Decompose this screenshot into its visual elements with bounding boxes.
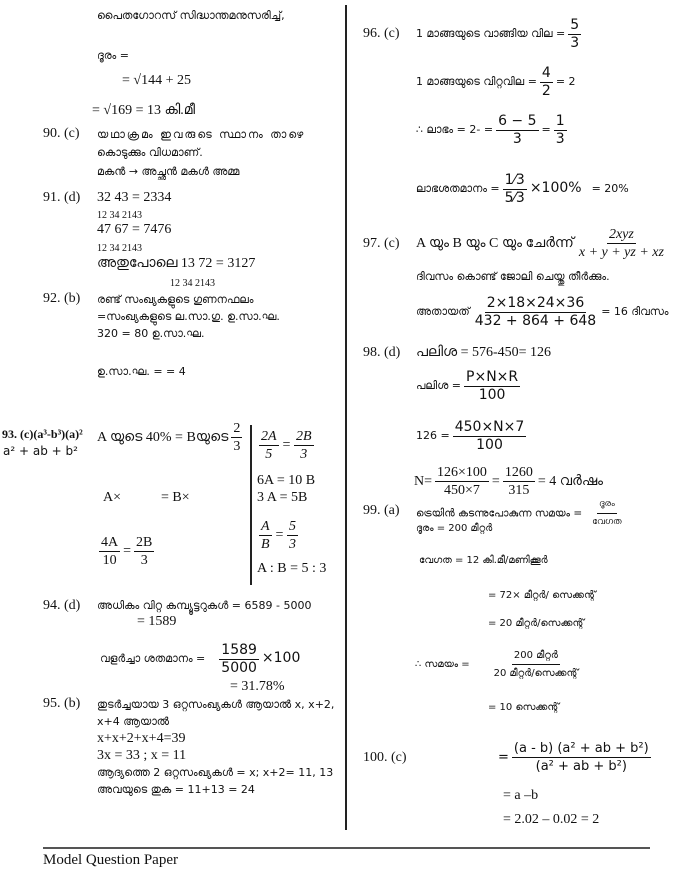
q91-number: 91. (d) — [43, 190, 81, 205]
q94-line: = 31.78% — [230, 679, 285, 694]
column-divider — [345, 5, 347, 830]
frac-den: 100 — [478, 386, 506, 403]
q93-right-line: 6A = 10 B — [257, 473, 316, 488]
q100-line: = a –b — [503, 788, 539, 803]
q99-line6 — [415, 645, 591, 685]
frac-num: 2B — [136, 535, 153, 550]
q99-line: വേഗത = 12 കി.മീ/മണിക്കൂർ — [419, 555, 548, 566]
q96-text: 1 മാങ്ങയുടെ വാങ്ങിയ വില = — [416, 27, 566, 40]
frac-num: 2×18×24×36 — [486, 294, 585, 311]
q100-line: = 2.02 – 0.02 = 2 — [503, 812, 600, 827]
q95-line: 3x = 33 ; x = 11 — [97, 748, 187, 763]
frac-num: 2A — [261, 429, 277, 444]
frac-num: P×N×R — [466, 368, 519, 385]
q99-number: 99. (a) — [363, 503, 400, 518]
equals: = — [281, 437, 292, 453]
q99-line: = 20 മീറ്റർ/സെക്കന്റ് — [488, 618, 585, 629]
q91-line: 47 67 = 7476 — [97, 222, 172, 237]
frac-den: 3 — [512, 130, 522, 147]
q99-text: ട്രെയിൻ കടന്നുപോകുന്ന സമയം = — [416, 507, 583, 520]
q98-number: 98. (d) — [363, 345, 401, 360]
frac-num: 450×N×7 — [454, 418, 525, 435]
q98-text: = — [491, 474, 500, 489]
q98-text: പലിശ = — [416, 379, 462, 392]
q99-line: = 10 സെക്കന്റ് — [488, 702, 560, 713]
frac-den: 3 — [555, 130, 565, 147]
frac-num: 2B — [296, 429, 312, 444]
q93-garbled-expr: a² + ab + b² — [3, 444, 78, 458]
q93-right-eq2 — [256, 518, 301, 553]
pythagoras-intro: പൈതഗോറസ് സിദ്ധാന്തമനുസരിച്ച്, — [97, 9, 285, 22]
footer-title: Model Question Paper — [43, 852, 178, 868]
q91-line: 32 43 = 2334 — [97, 190, 172, 205]
q98-line: പലിശ = 576-450= 126 — [416, 345, 552, 360]
frac-den: 100 — [476, 436, 503, 453]
q92-number: 92. (b) — [43, 291, 81, 306]
q100-number: 100. (c) — [363, 750, 407, 765]
q98-text: 126 = — [416, 429, 450, 442]
q93-right-line: 3 A = 5B — [257, 490, 308, 505]
frac-den: 5000 — [221, 659, 257, 676]
q96-text: ∴ ലാഭം = 2- = — [416, 123, 494, 136]
q96-text: = — [541, 123, 551, 136]
q96-line4 — [416, 168, 629, 209]
q94-text: ×100 — [261, 650, 301, 666]
q96-number: 96. (c) — [363, 26, 400, 41]
q96-text: ×100% — [529, 180, 582, 196]
q98-line3 — [416, 416, 529, 456]
frac-den: 432 + 864 + 648 — [474, 312, 597, 329]
frac-num: 1260 — [504, 465, 533, 481]
q97-text: = 16 ദിവസം — [601, 305, 669, 318]
q94-line: അധികം വിറ്റ കമ്പ്യൂട്ടറുകൾ = 6589 - 5000 — [97, 599, 312, 612]
equals: = — [123, 543, 132, 559]
q100-fraction — [498, 738, 654, 778]
frac-num: (a - b) (a² + ab + b²) — [513, 741, 649, 756]
frac-den: 20 മീറ്റർ/സെക്കന്റ് — [493, 667, 579, 679]
q97-number: 97. (c) — [363, 236, 400, 251]
distance-label: ദൂരം = — [97, 49, 129, 62]
q96-line3 — [416, 110, 570, 150]
q95-line: x+4 ആയാൽ — [97, 715, 170, 728]
q94-text: വളർച്ചാ ശതമാനം = — [100, 652, 206, 665]
q96-line2 — [416, 62, 576, 102]
q93-fraction-eq — [96, 534, 157, 569]
q95-line: x+x+2+x+4=39 — [97, 731, 186, 746]
q93-right-line: A : B = 5 : 3 — [257, 561, 327, 576]
q93-text: = B× — [161, 490, 190, 505]
frac-den: 10 — [102, 553, 117, 568]
q97-line: ദിവസം കൊണ്ട് ജോലി ചെയ്തു തീർക്കും. — [416, 270, 610, 283]
frac-num: 4A — [101, 535, 119, 550]
q98-text: N= — [414, 474, 433, 489]
q91-line: 12 34 2143 — [97, 210, 142, 221]
q93-right-eq1 — [256, 428, 317, 463]
frac-den: 3 — [140, 553, 148, 568]
q95-line: ആദ്യത്തെ 2 ഒറ്റസംഖ്യകൾ = x; x+2= 11, 13 — [97, 766, 334, 779]
q94-growth — [100, 638, 300, 679]
frac-num: 5 — [289, 519, 297, 534]
q94-line: = 1589 — [137, 614, 177, 629]
q94-number: 94. (d) — [43, 598, 81, 613]
q90-number: 90. (c) — [43, 126, 80, 141]
frac-num: 2 — [233, 421, 241, 437]
q91-line: 12 34 2143 — [97, 243, 142, 254]
footer-rule — [43, 847, 650, 849]
sqrt-step-1: = √144 + 25 — [122, 73, 191, 88]
frac-den: വേഗത — [592, 517, 622, 527]
frac-num: 200 മീറ്റർ — [512, 647, 560, 665]
q96-text: = 20% — [591, 182, 629, 195]
q90-line: കൊടുക്കും വിധമാണ്. — [97, 146, 203, 159]
q96-text: ലാഭശതമാനം = — [416, 182, 500, 195]
q90-line: മകൻ → അച്ഛൻ മകൾ അമ്മ — [97, 165, 240, 178]
q96-text: = 2 — [555, 75, 576, 88]
q92-line: രണ്ട് സംഖ്യകളുടെ ഗുണനഫലം — [97, 293, 254, 306]
q98-line2 — [416, 366, 523, 406]
q99-text: ∴ സമയം = — [415, 659, 470, 670]
q92-line: =സംഖ്യകളുടെ ല.സാ.ഗു. ഉ.സാ.ഘ. — [97, 310, 280, 323]
q97-text: A യും B യും C യും ചേർന്ന് — [416, 236, 574, 251]
q95-line: തുടർച്ചയായ 3 ഒറ്റസംഖ്യകൾ ആയാൽ x, x+2, — [97, 698, 335, 711]
frac-num: A — [261, 519, 270, 534]
frac-num: 6 − 5 — [498, 112, 537, 129]
q95-number: 95. (b) — [43, 696, 81, 711]
q93-text: A യുടെ 40% = Bയുടെ — [97, 430, 229, 445]
frac-num: 5 — [570, 16, 580, 33]
q93-text: A× — [103, 490, 122, 505]
q93-line2 — [103, 490, 190, 506]
q92-line: ഉ.സാ.ഘ. = = 4 — [97, 365, 186, 378]
q96-line1 — [416, 14, 584, 54]
q93-divider — [250, 425, 252, 585]
q93-garbled-number: 93. (c)(a³-b³)(a)² — [2, 427, 83, 441]
frac-den: (a² + ab + b²) — [535, 759, 627, 774]
q99-line: ദൂരം = 200 മീറ്റർ — [416, 523, 493, 534]
frac-num: ദൂരം — [597, 496, 617, 514]
q90-line: യഥാക്രമം ഇവരുടെ സ്ഥാനം താഴെ — [97, 128, 306, 141]
q97-line3 — [416, 292, 669, 332]
frac-den: 5⁄3 — [504, 189, 525, 206]
frac-num: 126×100 — [437, 465, 487, 481]
frac-den: 450×7 — [444, 483, 480, 499]
frac-den: B — [261, 537, 270, 552]
frac-den: x + y + yz + xz — [578, 245, 664, 261]
q91-line: അതുപോലെ 13 72 = 3127 — [97, 256, 256, 271]
q97-text: അതായത് — [416, 305, 470, 318]
q98-text: = 4 വർഷം — [537, 474, 604, 489]
equals: = — [498, 750, 509, 765]
q91-line: 12 34 2143 — [170, 278, 215, 289]
frac-den: 3 — [289, 537, 297, 552]
frac-num: 1589 — [221, 641, 257, 658]
q92-line: 320 = 80 ഉ.സാ.ഘ. — [97, 327, 205, 340]
sqrt-step-2: = √169 = 13 കി.മീ — [92, 103, 196, 118]
frac-num: 1⁄3 — [504, 171, 525, 188]
frac-den: 5 — [265, 447, 273, 462]
q93-line1 — [97, 418, 245, 458]
frac-den: 315 — [508, 483, 530, 499]
q96-text: 1 മാങ്ങയുടെ വിറ്റവില = — [416, 75, 537, 88]
q95-line: അവയുടെ തുക = 11+13 = 24 — [97, 783, 255, 796]
frac-den: 2 — [541, 82, 551, 99]
frac-num: 1 — [555, 112, 565, 129]
frac-num: 2xyz — [608, 227, 634, 243]
frac-den: 3 — [233, 439, 241, 455]
frac-num: 4 — [541, 64, 551, 81]
q97-line1 — [416, 224, 669, 264]
q99-line: = 72× മീറ്റർ/ സെക്കന്റ് — [488, 590, 596, 601]
frac-den: 3 — [570, 34, 580, 51]
equals: = — [274, 527, 285, 543]
frac-den: 3 — [300, 447, 308, 462]
